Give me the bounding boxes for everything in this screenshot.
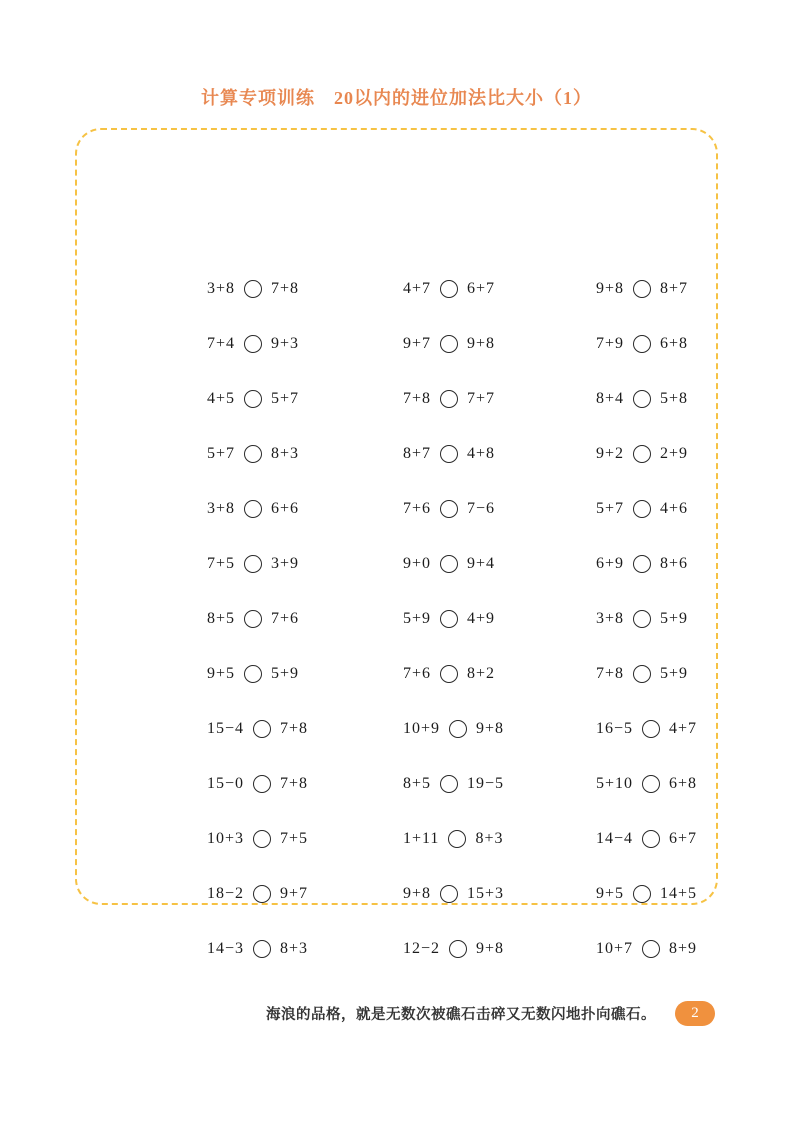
right-expression: 6+8: [669, 774, 698, 792]
left-expression: 9+5: [207, 664, 236, 682]
left-expression: 4+5: [207, 389, 236, 407]
answer-circle: [253, 940, 271, 958]
answer-circle: [244, 335, 262, 353]
left-expression: 10+9: [403, 719, 441, 737]
right-expression: 9+3: [271, 334, 300, 352]
comparison-problem: [596, 371, 782, 426]
right-expression: 5+7: [271, 389, 300, 407]
left-expression: 18−2: [207, 884, 245, 902]
right-expression: 7+5: [280, 829, 309, 847]
right-expression: 8+6: [660, 554, 689, 572]
right-expression: 6+7: [669, 829, 698, 847]
comparison-problem: [403, 756, 596, 811]
right-expression: 7+6: [271, 609, 300, 627]
answer-circle: [633, 885, 651, 903]
answer-circle: [633, 665, 651, 683]
answer-circle: [440, 555, 458, 573]
left-expression: 7+6: [403, 499, 432, 517]
left-expression: 9+0: [403, 554, 432, 572]
answer-circle: [440, 500, 458, 518]
right-expression: 9+8: [476, 719, 505, 737]
right-expression: 8+7: [660, 279, 689, 297]
comparison-problem: [403, 261, 596, 316]
left-expression: 7+6: [403, 664, 432, 682]
answer-circle: [253, 885, 271, 903]
left-expression: 9+7: [403, 334, 432, 352]
answer-circle: [449, 720, 467, 738]
footer-quote: 海浪的品格，就是无数次被礁石击碎又无数闪地扑向礁石。: [266, 1007, 656, 1023]
left-expression: 4+7: [403, 279, 432, 297]
right-expression: 7−6: [467, 499, 496, 517]
comparison-problem: [207, 316, 403, 371]
right-expression: 7+8: [280, 719, 309, 737]
right-expression: 7+8: [280, 774, 309, 792]
right-expression: 4+7: [669, 719, 698, 737]
right-expression: 4+6: [660, 499, 689, 517]
comparison-problem: [596, 426, 782, 481]
answer-circle: [633, 610, 651, 628]
comparison-problem: [403, 811, 596, 866]
left-expression: 8+5: [403, 774, 432, 792]
problems-box: [75, 128, 718, 957]
right-expression: 15+3: [467, 884, 505, 902]
answer-circle: [633, 335, 651, 353]
comparison-problem: [207, 371, 403, 426]
answer-circle: [440, 280, 458, 298]
left-expression: 14−3: [207, 939, 245, 957]
right-expression: 8+3: [475, 829, 504, 847]
left-expression: 7+9: [596, 334, 625, 352]
page-number-badge: 2: [675, 1001, 715, 1026]
comparison-problem: [596, 866, 782, 921]
left-expression: 10+7: [596, 939, 634, 957]
answer-circle: [448, 830, 466, 848]
answer-circle: [244, 665, 262, 683]
right-expression: 9+4: [467, 554, 496, 572]
left-expression: 14−4: [596, 829, 634, 847]
comparison-problem: [403, 701, 596, 756]
comparison-problem: [596, 316, 782, 371]
right-expression: 8+3: [271, 444, 300, 462]
comparison-problem: [403, 921, 596, 976]
left-expression: 5+7: [207, 444, 236, 462]
problems-grid: [207, 261, 782, 976]
answer-circle: [253, 720, 271, 738]
answer-circle: [253, 775, 271, 793]
left-expression: 15−4: [207, 719, 245, 737]
answer-circle: [244, 610, 262, 628]
right-expression: 4+8: [467, 444, 496, 462]
answer-circle: [440, 885, 458, 903]
right-expression: 5+8: [660, 389, 689, 407]
comparison-problem: [403, 316, 596, 371]
answer-circle: [440, 610, 458, 628]
left-expression: 1+11: [403, 829, 440, 847]
comparison-problem: [403, 536, 596, 591]
right-expression: 8+3: [280, 939, 309, 957]
left-expression: 3+8: [207, 279, 236, 297]
page-title: 计算专项训练 20以内的进位加法比大小（1）: [201, 88, 592, 108]
comparison-problem: [596, 261, 782, 316]
answer-circle: [633, 390, 651, 408]
comparison-problem: [596, 921, 782, 976]
right-expression: 8+9: [669, 939, 698, 957]
right-expression: 3+9: [271, 554, 300, 572]
answer-circle: [642, 720, 660, 738]
left-expression: 8+4: [596, 389, 625, 407]
comparison-problem: [207, 701, 403, 756]
right-expression: 6+7: [467, 279, 496, 297]
left-expression: 8+5: [207, 609, 236, 627]
comparison-problem: [207, 811, 403, 866]
answer-circle: [633, 445, 651, 463]
left-expression: 5+7: [596, 499, 625, 517]
comparison-problem: [596, 481, 782, 536]
answer-circle: [449, 940, 467, 958]
answer-circle: [244, 390, 262, 408]
comparison-problem: [207, 866, 403, 921]
right-expression: 7+7: [467, 389, 496, 407]
right-expression: 5+9: [271, 664, 300, 682]
comparison-problem: [403, 426, 596, 481]
answer-circle: [440, 390, 458, 408]
answer-circle: [244, 500, 262, 518]
comparison-problem: [207, 921, 403, 976]
right-expression: 9+8: [476, 939, 505, 957]
right-expression: 9+8: [467, 334, 496, 352]
answer-circle: [244, 555, 262, 573]
left-expression: 15−0: [207, 774, 245, 792]
left-expression: 9+2: [596, 444, 625, 462]
answer-circle: [642, 830, 660, 848]
right-expression: 4+9: [467, 609, 496, 627]
right-expression: 7+8: [271, 279, 300, 297]
answer-circle: [440, 775, 458, 793]
footer: [0, 1001, 793, 1026]
right-expression: 9+7: [280, 884, 309, 902]
left-expression: 16−5: [596, 719, 634, 737]
answer-circle: [440, 335, 458, 353]
comparison-problem: [207, 646, 403, 701]
left-expression: 3+8: [596, 609, 625, 627]
answer-circle: [244, 280, 262, 298]
comparison-problem: [596, 646, 782, 701]
left-expression: 7+8: [596, 664, 625, 682]
comparison-problem: [207, 591, 403, 646]
left-expression: 9+5: [596, 884, 625, 902]
comparison-problem: [596, 701, 782, 756]
comparison-problem: [596, 811, 782, 866]
right-expression: 5+9: [660, 664, 689, 682]
comparison-problem: [207, 481, 403, 536]
right-expression: 19−5: [467, 774, 505, 792]
right-expression: 2+9: [660, 444, 689, 462]
comparison-problem: [403, 646, 596, 701]
left-expression: 9+8: [596, 279, 625, 297]
left-expression: 9+8: [403, 884, 432, 902]
comparison-problem: [596, 536, 782, 591]
answer-circle: [440, 665, 458, 683]
comparison-problem: [207, 536, 403, 591]
answer-circle: [244, 445, 262, 463]
comparison-problem: [403, 866, 596, 921]
answer-circle: [633, 500, 651, 518]
right-expression: 6+8: [660, 334, 689, 352]
comparison-problem: [596, 591, 782, 646]
comparison-problem: [207, 261, 403, 316]
right-expression: 8+2: [467, 664, 496, 682]
answer-circle: [633, 280, 651, 298]
comparison-problem: [403, 591, 596, 646]
comparison-problem: [207, 756, 403, 811]
comparison-problem: [596, 756, 782, 811]
left-expression: 5+9: [403, 609, 432, 627]
left-expression: 10+3: [207, 829, 245, 847]
left-expression: 6+9: [596, 554, 625, 572]
left-expression: 7+5: [207, 554, 236, 572]
answer-circle: [642, 940, 660, 958]
left-expression: 12−2: [403, 939, 441, 957]
right-expression: 6+6: [271, 499, 300, 517]
answer-circle: [253, 830, 271, 848]
left-expression: 5+10: [596, 774, 634, 792]
comparison-problem: [403, 371, 596, 426]
comparison-problem: [207, 426, 403, 481]
left-expression: 7+4: [207, 334, 236, 352]
comparison-problem: [403, 481, 596, 536]
left-expression: 3+8: [207, 499, 236, 517]
answer-circle: [633, 555, 651, 573]
right-expression: 14+5: [660, 884, 698, 902]
left-expression: 8+7: [403, 444, 432, 462]
left-expression: 7+8: [403, 389, 432, 407]
answer-circle: [440, 445, 458, 463]
answer-circle: [642, 775, 660, 793]
right-expression: 5+9: [660, 609, 689, 627]
